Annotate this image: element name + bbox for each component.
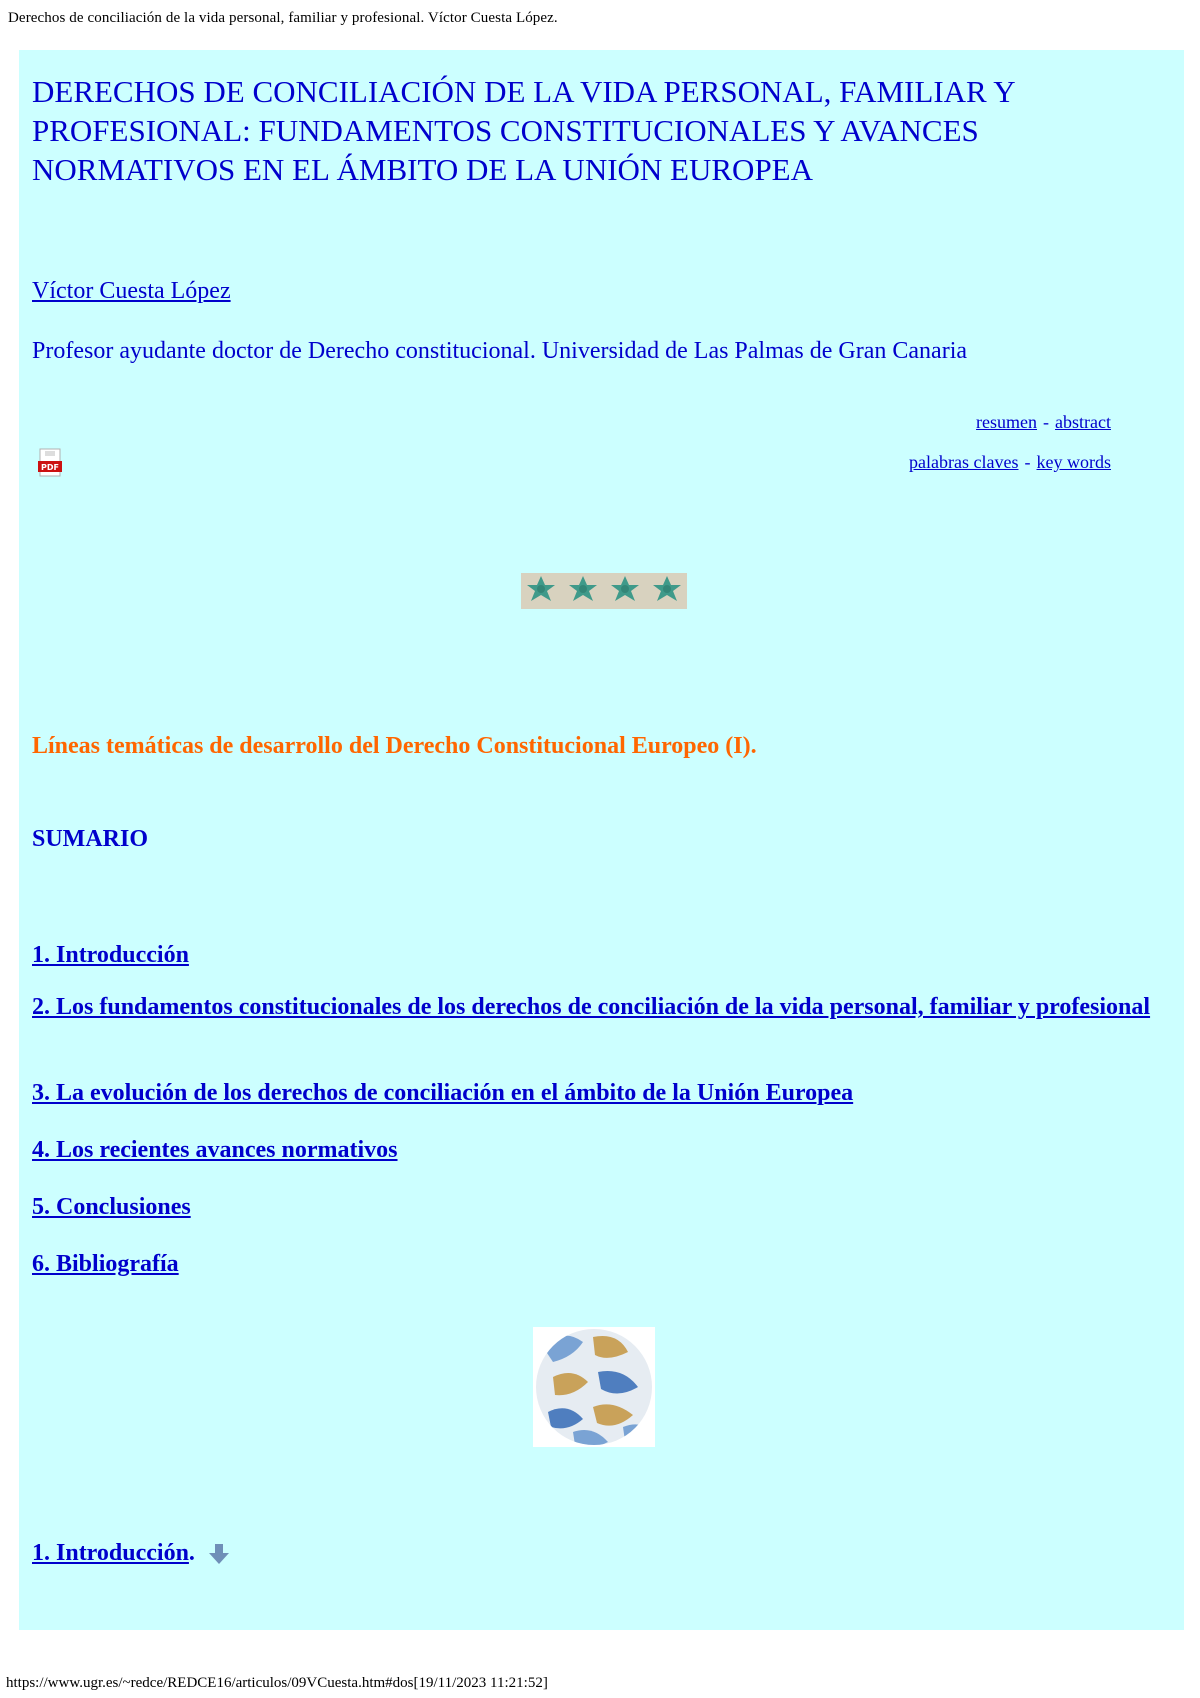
print-footer-url: https://www.ugr.es/~redce/REDCE16/articulos/09VCuesta.htm#dos[19/11/2023 11:21:52] [6, 1675, 548, 1691]
toc-item-evolucion[interactable]: 3. La evolución de los derechos de conciliación en el ámbito de la Unión Europea [32, 1080, 854, 1106]
link-separator: - [1043, 412, 1050, 432]
introduccion-heading-link[interactable]: 1. Introducción [32, 1540, 189, 1566]
page-title: DERECHOS DE CONCILIACIÓN DE LA VIDA PERSONAL, FAMILIAR Y PROFESIONAL: FUNDAMENTOS CONSTITUCIONALES Y AVANCES NORMATIVOS EN EL ÁMBITO DE LA UNIÓN EUROPEA [32, 74, 1015, 187]
decorative-stars-image [521, 573, 687, 609]
introduccion-heading [32, 1540, 231, 1567]
toc-item-bibliografia[interactable]: 6. Bibliografía [32, 1251, 179, 1277]
article-panel [19, 50, 1184, 1630]
pdf-icon-label: PDF [41, 463, 59, 472]
introduccion-heading-suffix: . [188, 1540, 195, 1566]
abstract-links [976, 412, 1111, 433]
toc-item-conclusiones[interactable]: 5. Conclusiones [32, 1194, 191, 1220]
palabras-claves-link[interactable]: palabras claves [909, 452, 1019, 472]
thematic-lines-heading: Líneas temáticas de desarrollo del Derecho Constitucional Europeo (I). [32, 733, 757, 759]
key-words-link[interactable]: key words [1036, 452, 1111, 472]
decorative-tile-image [533, 1327, 655, 1447]
abstract-link[interactable]: abstract [1055, 412, 1111, 432]
keyword-links [909, 452, 1111, 473]
arrow-down-icon[interactable] [207, 1542, 231, 1566]
toc-item-avances[interactable]: 4. Los recientes avances normativos [32, 1137, 398, 1163]
pdf-icon[interactable] [37, 448, 63, 478]
author-link[interactable]: Víctor Cuesta López [32, 278, 231, 304]
toc-item-introduccion[interactable]: 1. Introducción [32, 942, 189, 968]
author-affiliation: Profesor ayudante doctor de Derecho constitucional. Universidad de Las Palmas de Gran Canaria [32, 338, 968, 364]
print-header: Derechos de conciliación de la vida personal, familiar y profesional. Víctor Cuesta López. [8, 10, 558, 26]
resumen-link[interactable]: resumen [976, 412, 1038, 432]
link-separator: - [1024, 452, 1031, 472]
toc-item-fundamentos[interactable]: 2. Los fundamentos constitucionales de los derechos de conciliación de la vida personal, familiar y profesional [32, 994, 1151, 1020]
sumario-heading: SUMARIO [32, 826, 149, 852]
